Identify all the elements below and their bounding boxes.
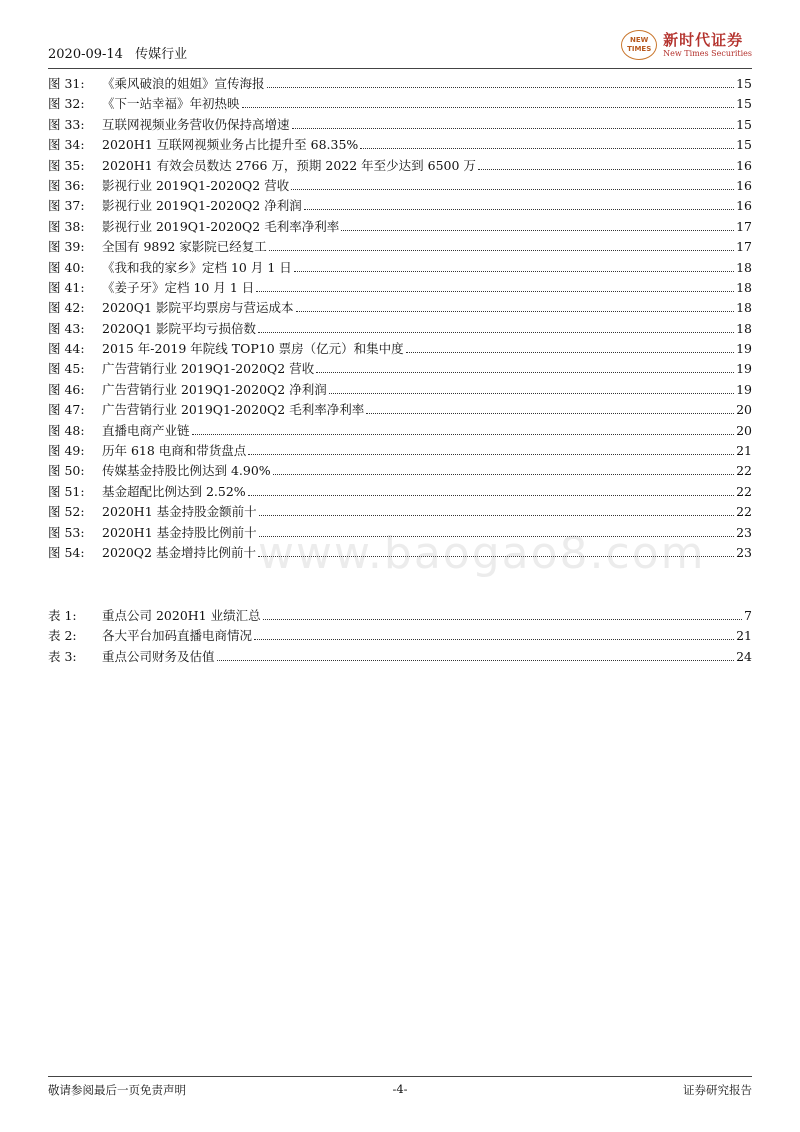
figure-entry[interactable] xyxy=(48,94,752,114)
figure-entry[interactable] xyxy=(48,421,752,441)
report-type: 证券研究报告 xyxy=(683,1083,752,1097)
entry-page: 18 xyxy=(736,279,752,295)
brand xyxy=(621,30,752,60)
entry-number: 图 32: xyxy=(48,96,85,112)
dot-leader xyxy=(294,270,734,272)
entry-page: 20 xyxy=(736,402,752,418)
entry-title: 2020Q2 基金增持比例前十 xyxy=(102,544,256,560)
figure-entry[interactable] xyxy=(48,482,752,502)
entry-page: 18 xyxy=(736,259,752,275)
dot-leader xyxy=(291,188,734,190)
entry-number: 图 54: xyxy=(48,544,85,560)
dot-leader xyxy=(341,229,734,231)
entry-page: 22 xyxy=(736,504,752,520)
entry-page: 15 xyxy=(736,137,752,153)
entry-title: 广告营销行业 2019Q1-2020Q2 毛利率净利率 xyxy=(102,402,365,418)
figure-entry[interactable] xyxy=(48,176,752,196)
dot-leader xyxy=(273,473,734,475)
entry-number: 图 31: xyxy=(48,76,85,91)
entry-number: 图 36: xyxy=(48,177,85,193)
entry-title: 《姜子牙》定档 10 月 1 日 xyxy=(102,279,255,295)
dot-leader xyxy=(478,168,734,170)
entry-number: 图 49: xyxy=(48,443,85,459)
entry-page: 22 xyxy=(736,483,752,499)
entry-title: 广告营销行业 2019Q1-2020Q2 净利润 xyxy=(102,381,327,397)
entry-page: 15 xyxy=(736,96,752,112)
dot-leader xyxy=(192,433,735,435)
entry-page: 15 xyxy=(736,76,752,91)
dot-leader xyxy=(316,371,734,373)
entry-title: 影视行业 2019Q1-2020Q2 净利润 xyxy=(102,198,302,214)
entry-page: 17 xyxy=(736,218,752,234)
entry-number: 表 2: xyxy=(48,628,77,644)
figure-entry[interactable] xyxy=(48,319,752,339)
watermark: www.baogao8.com xyxy=(258,528,706,579)
entry-number: 图 47: xyxy=(48,402,85,418)
brand-name-en: New Times Securities xyxy=(663,48,752,58)
table-entry[interactable] xyxy=(48,626,752,646)
figure-entry[interactable] xyxy=(48,461,752,481)
figure-entry[interactable] xyxy=(48,502,752,522)
entry-number: 表 1: xyxy=(48,608,77,623)
entry-number: 图 46: xyxy=(48,381,85,397)
entry-title: 全国有 9892 家影院已经复工 xyxy=(102,239,267,255)
entry-title: 《我和我的家乡》定档 10 月 1 日 xyxy=(102,259,292,275)
entry-title: 《乘风破浪的姐姐》宣传海报 xyxy=(102,76,265,91)
entry-page: 24 xyxy=(736,648,752,664)
dot-leader xyxy=(256,290,734,292)
dot-leader xyxy=(259,514,734,516)
figure-entry[interactable] xyxy=(48,135,752,155)
figure-entry[interactable] xyxy=(48,115,752,135)
figure-entry[interactable] xyxy=(48,298,752,318)
entry-title: 影视行业 2019Q1-2020Q2 毛利率净利率 xyxy=(102,218,340,234)
dot-leader xyxy=(360,147,734,149)
entry-title: 传媒基金持股比例达到 4.90% xyxy=(102,463,271,479)
entry-title: 基金超配比例达到 2.52% xyxy=(102,483,246,499)
entry-page: 7 xyxy=(744,608,752,623)
dot-leader xyxy=(406,351,734,353)
entry-page: 21 xyxy=(736,443,752,459)
table-index xyxy=(48,606,752,667)
entry-page: 18 xyxy=(736,300,752,316)
entry-page: 20 xyxy=(736,422,752,438)
entry-number: 图 50: xyxy=(48,463,85,479)
entry-title: 直播电商产业链 xyxy=(102,422,190,438)
entry-number: 图 39: xyxy=(48,239,85,255)
entry-title: 2020Q1 影院平均票房与营运成本 xyxy=(102,300,294,316)
entry-page: 19 xyxy=(736,341,752,357)
dot-leader xyxy=(254,638,734,640)
dot-leader xyxy=(366,412,734,414)
figure-entry[interactable] xyxy=(48,217,752,237)
report-industry: 传媒行业 xyxy=(135,47,188,62)
entry-title: 《下一站幸福》年初热映 xyxy=(102,96,240,112)
entry-page: 16 xyxy=(736,177,752,193)
entry-title: 2020H1 有效会员数达 2766 万，预期 2022 年至少达到 6500 万 xyxy=(102,157,476,173)
header-meta xyxy=(48,43,195,62)
entry-title: 各大平台加码直播电商情况 xyxy=(102,628,253,644)
figure-entry[interactable] xyxy=(48,339,752,359)
entry-page: 21 xyxy=(736,628,752,644)
header-divider xyxy=(48,68,752,69)
figure-entry[interactable] xyxy=(48,400,752,420)
figure-entry[interactable] xyxy=(48,380,752,400)
footer-divider xyxy=(48,1076,752,1077)
entry-number: 图 43: xyxy=(48,320,85,336)
entry-title: 互联网视频业务营收仍保持高增速 xyxy=(102,116,290,132)
figure-entry[interactable] xyxy=(48,258,752,278)
entry-number: 图 34: xyxy=(48,137,85,153)
dot-leader xyxy=(248,494,734,496)
figure-entry[interactable] xyxy=(48,196,752,216)
entry-page: 23 xyxy=(736,524,752,540)
dot-leader xyxy=(258,331,734,333)
dot-leader xyxy=(263,618,742,620)
dot-leader xyxy=(269,249,734,251)
entry-page: 18 xyxy=(736,320,752,336)
report-date: 2020-09-14 xyxy=(48,47,123,62)
brand-name-cn: 新时代证券 xyxy=(663,30,744,49)
entry-page: 22 xyxy=(736,463,752,479)
figure-entry[interactable] xyxy=(48,156,752,176)
entry-title: 2015 年-2019 年院线 TOP10 票房（亿元）和集中度 xyxy=(102,341,404,357)
brand-text xyxy=(663,32,752,59)
entry-number: 图 52: xyxy=(48,504,85,520)
entry-title: 2020H1 基金持股金额前十 xyxy=(102,504,257,520)
entry-title: 2020H1 基金持股比例前十 xyxy=(102,524,257,540)
entry-number: 图 37: xyxy=(48,198,85,214)
entry-number: 图 33: xyxy=(48,116,85,132)
entry-title: 广告营销行业 2019Q1-2020Q2 营收 xyxy=(102,361,315,377)
entry-number: 图 35: xyxy=(48,157,85,173)
entry-title: 重点公司财务及估值 xyxy=(102,648,215,664)
dot-leader xyxy=(292,127,735,129)
entry-title: 重点公司 2020H1 业绩汇总 xyxy=(102,608,261,623)
page-number: -4- xyxy=(392,1082,408,1096)
entry-number: 图 38: xyxy=(48,218,85,234)
entry-number: 图 51: xyxy=(48,483,85,499)
figure-index xyxy=(48,74,752,563)
entry-title: 历年 618 电商和带货盘点 xyxy=(102,443,247,459)
entry-page: 23 xyxy=(736,544,752,560)
dot-leader xyxy=(304,208,734,210)
entry-page: 19 xyxy=(736,381,752,397)
entry-page: 15 xyxy=(736,116,752,132)
entry-page: 16 xyxy=(736,157,752,173)
dot-leader xyxy=(248,453,734,455)
figure-entry[interactable] xyxy=(48,359,752,379)
entry-page: 19 xyxy=(736,361,752,377)
entry-number: 图 42: xyxy=(48,300,85,316)
page-header xyxy=(48,30,752,66)
entry-number: 图 41: xyxy=(48,279,85,295)
figure-entry[interactable] xyxy=(48,278,752,298)
dot-leader xyxy=(267,86,735,88)
dot-leader xyxy=(242,106,735,108)
figure-entry[interactable] xyxy=(48,74,752,94)
entry-title: 2020H1 互联网视频业务占比提升至 68.35% xyxy=(102,137,359,153)
disclaimer-link[interactable]: 敬请参阅最后一页免责声明 xyxy=(48,1083,186,1097)
table-entry[interactable] xyxy=(48,606,752,626)
entry-page: 17 xyxy=(736,239,752,255)
figure-entry[interactable] xyxy=(48,441,752,461)
entry-page: 16 xyxy=(736,198,752,214)
brand-logo-icon: NEW TIMES xyxy=(621,30,657,60)
entry-number: 表 3: xyxy=(48,648,77,664)
dot-leader xyxy=(329,392,734,394)
entry-title: 影视行业 2019Q1-2020Q2 营收 xyxy=(102,177,290,193)
dot-leader xyxy=(296,310,735,312)
table-entry[interactable] xyxy=(48,647,752,667)
entry-number: 图 53: xyxy=(48,524,85,540)
entry-number: 图 48: xyxy=(48,422,85,438)
figure-entry[interactable] xyxy=(48,237,752,257)
entry-title: 2020Q1 影院平均亏损倍数 xyxy=(102,320,256,336)
entry-number: 图 40: xyxy=(48,259,85,275)
dot-leader xyxy=(217,659,735,661)
entry-number: 图 45: xyxy=(48,361,85,377)
entry-number: 图 44: xyxy=(48,341,85,357)
